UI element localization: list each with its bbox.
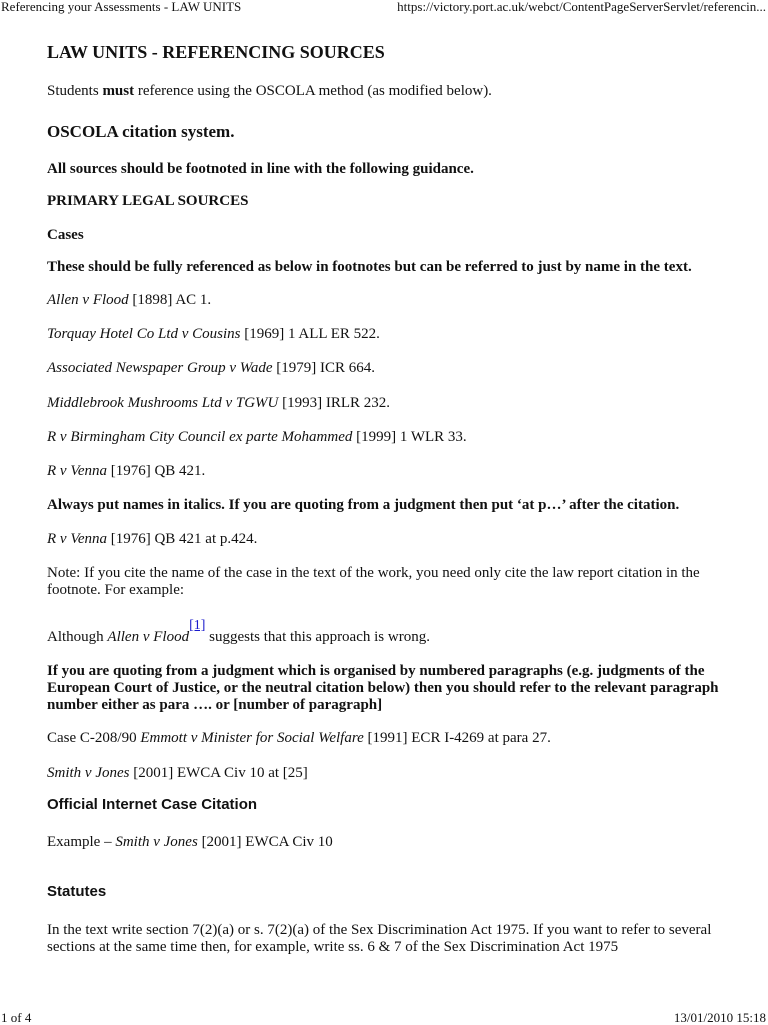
cases-instruction: These should be fully referenced as below in footnotes but can be referred to just by name in the text.: [47, 259, 692, 275]
ecj-case-citation: Case C-208/90 Emmott v Minister for Social Welfare [1991] ECR I-4269 at para 27.: [47, 730, 551, 746]
case-citation: Allen v Flood [1898] AC 1.: [47, 292, 212, 308]
case-citation: Torquay Hotel Co Ltd v Cousins [1969] 1 ALL ER 522.: [47, 326, 380, 342]
oscola-heading: OSCOLA citation system.: [47, 122, 235, 141]
neutral-citation: Smith v Jones [2001] EWCA Civ 10 at [25]: [47, 765, 308, 781]
case-citation: Middlebrook Mushrooms Ltd v TGWU [1993] IRLR 232.: [47, 395, 391, 411]
guidance-text: All sources should be footnoted in line with the following guidance.: [47, 161, 474, 177]
case-citation: Associated Newspaper Group v Wade [1979] ICR 664.: [47, 360, 376, 376]
print-timestamp: 13/01/2010 15:18: [673, 1010, 766, 1025]
example-sentence: Although Allen v Flood[1] suggests that this approach is wrong.: [47, 618, 430, 645]
note-paragraph: Note: If you cite the name of the case in the text of the work, you need only cite the law report citation in the footnote. For example:: [47, 565, 700, 598]
page-counter: 1 of 4: [1, 1010, 32, 1025]
case-citation-with-page: R v Venna [1976] QB 421 at p.424.: [47, 531, 258, 547]
statutes-paragraph: In the text write section 7(2)(a) or s. 7(2)(a) of the Sex Discrimination Act 1975. If you want to refer to several sections at the same time then, for example, write ss. 6 & 7 of the Sex Discrimination Act 1975: [47, 922, 712, 955]
footnote-link[interactable]: [1]: [189, 618, 206, 633]
primary-sources-heading: PRIMARY LEGAL SOURCES: [47, 193, 249, 209]
page-title: LAW UNITS - REFERENCING SOURCES: [47, 42, 385, 62]
case-citation: R v Venna [1976] QB 421.: [47, 463, 206, 479]
page-url: https://victory.port.ac.uk/webct/ContentPageServerServlet/referencin...: [397, 0, 766, 14]
browser-page-title: Referencing your Assessments - LAW UNITS: [1, 0, 242, 14]
italics-instruction: Always put names in italics. If you are quoting from a judgment then put ‘at p…’ after the citation.: [47, 497, 680, 513]
cases-heading: Cases: [47, 227, 84, 243]
internet-citation-heading: Official Internet Case Citation: [47, 796, 258, 813]
intro-paragraph: Students must reference using the OSCOLA method (as modified below).: [47, 83, 492, 99]
statutes-heading: Statutes: [47, 883, 107, 900]
paragraph-instruction: If you are quoting from a judgment which is organised by numbered paragraphs (e.g. judgments of the European Court of Justice, or the neutral citation below) then you should refer to the relevant paragraph number either as para …. or [number of paragraph]: [47, 663, 719, 713]
case-citation: R v Birmingham City Council ex parte Mohammed [1999] 1 WLR 33.: [47, 429, 467, 445]
internet-citation-example: Example – Smith v Jones [2001] EWCA Civ 10: [47, 834, 333, 850]
